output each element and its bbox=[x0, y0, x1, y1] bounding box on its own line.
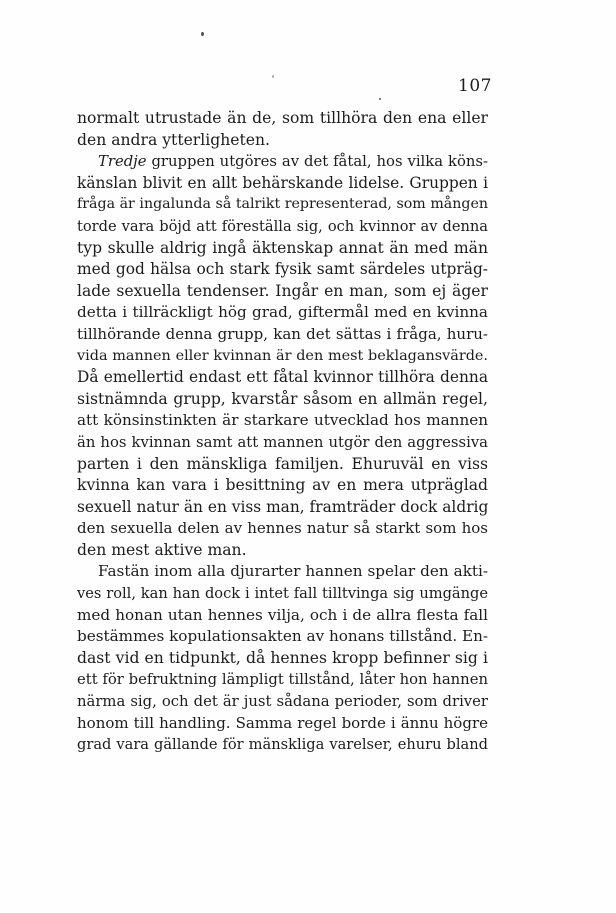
text-line: ett för befruktning lämpligt tillstånd, låter hon hannen bbox=[77, 671, 488, 689]
text-line: normalt utrustade än de, som tillhöra den ena eller bbox=[77, 109, 488, 127]
text-line: grad vara gällande för mänskliga varelser, ehuru bland bbox=[77, 736, 488, 754]
text-line: känslan blivit en allt behärskande lidelse. Gruppen i bbox=[77, 173, 488, 192]
text-line: närma sig, och det är just sådana perioder, som driver bbox=[77, 693, 488, 711]
text-line: tillhörande denna grupp, kan det sättas i fråga, huru- bbox=[77, 324, 488, 343]
text-line: den mest aktive man. bbox=[77, 540, 247, 559]
text-line: än hos kvinnan samt att mannen utgör den aggressiva bbox=[77, 433, 488, 451]
text-line: dast vid en tidpunkt, då hennes kropp befinner sig i bbox=[77, 648, 488, 667]
emphasis: Tredje bbox=[98, 153, 147, 171]
text-line: parten i den mänskliga familjen. Ehuruväl en viss bbox=[77, 454, 488, 473]
text-line: sexuell natur än en viss man, framträder dock aldrig bbox=[77, 497, 489, 516]
ink-speck bbox=[272, 75, 274, 78]
text-line: med god hälsa och stark fysik samt särdeles utpräg- bbox=[77, 260, 488, 279]
text-line: fråga är ingalunda så talrikt representerad, som mången bbox=[77, 196, 488, 213]
text-line: att könsinstinkten är starkare utvecklad hos mannen bbox=[77, 411, 488, 430]
ink-speck bbox=[201, 32, 204, 36]
page-number: 107 bbox=[458, 76, 492, 96]
ink-speck bbox=[379, 98, 381, 100]
body-text bbox=[77, 108, 488, 756]
text-line: torde vara böjd att föreställa sig, och kvinnor av denna bbox=[77, 217, 488, 235]
text-line: Då emellertid endast ett fåtal kvinnor tillhöra denna bbox=[77, 368, 488, 387]
text-line: den sexuella delen av hennes natur så starkt som hos bbox=[77, 519, 488, 538]
text-line: kvinna kan vara i besittning av en mera utpräglad bbox=[77, 476, 488, 495]
text-line: den andra ytterligheten. bbox=[77, 130, 270, 149]
text-line: med honan utan hennes vilja, och i de allra flesta fall bbox=[77, 605, 488, 624]
text-line: vida mannen eller kvinnan är den mest beklagansvärde. bbox=[77, 347, 488, 364]
text-line: honom till handling. Samma regel borde i ännu högre bbox=[77, 713, 488, 732]
text-line: typ skulle aldrig ingå äktenskap annat än med män bbox=[77, 238, 488, 257]
text-line: lade sexuella tendenser. Ingår en man, som ej äger bbox=[77, 281, 488, 300]
text-line: detta i tillräckligt hög grad, giftermål med en kvinna bbox=[77, 303, 488, 322]
text-line: Fastän inom alla djurarter hannen spelar den akti- bbox=[98, 562, 488, 581]
text-line: bestämmes kopulationsakten av honans tillstånd. En- bbox=[77, 627, 488, 646]
text-line: sistnämnda grupp, kvarstår såsom en allmän regel, bbox=[77, 389, 488, 408]
text-line: ves roll, kan han dock i intet fall tilltvinga sig umgänge bbox=[77, 585, 488, 603]
text-line: Tredje gruppen utgöres av det fåtal, hos vilka köns- bbox=[98, 153, 488, 171]
